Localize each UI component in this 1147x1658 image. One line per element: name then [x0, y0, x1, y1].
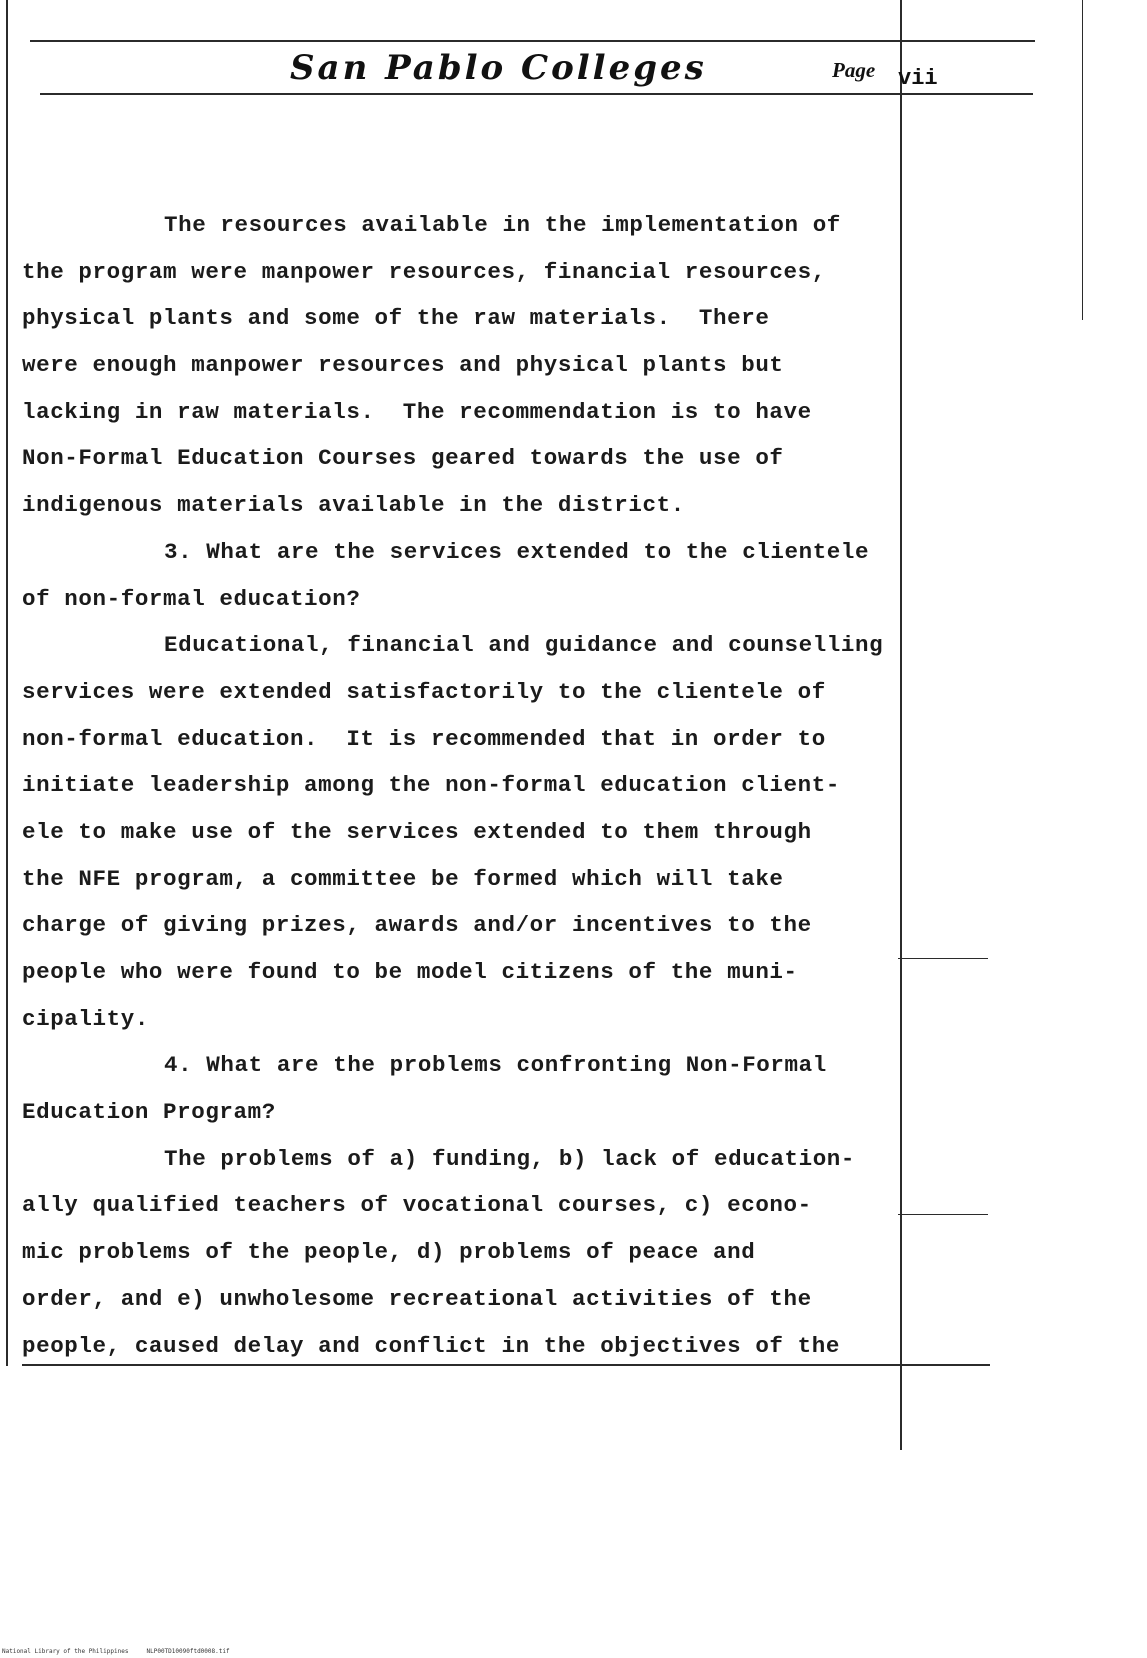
college-name: San Pablo Colleges: [290, 48, 707, 88]
text-line: ally qualified teachers of vocational courses, c) econo-: [22, 1192, 812, 1219]
page-label: Page: [832, 58, 876, 82]
text-line: Education Program?: [22, 1099, 276, 1126]
text-line: people who were found to be model citizens of the muni-: [22, 959, 798, 985]
page-header: [0, 44, 960, 94]
text-line: of non-formal education?: [22, 585, 361, 612]
page-number: vii: [898, 66, 938, 91]
text-line: mic problems of the people, d) problems of peace and: [22, 1239, 756, 1266]
text-line: non-formal education. It is recommended that in order to: [22, 725, 826, 752]
text-line: cipality.: [22, 1005, 149, 1032]
text-line: services were extended satisfactorily to the clientele of: [22, 678, 826, 705]
text-line: 3. What are the services extended to the clientele: [164, 538, 870, 565]
text-line: The resources available in the implementation of: [164, 212, 841, 238]
text-line: Educational, financial and guidance and counselling: [164, 632, 884, 659]
far-right-edge-line: [1082, 0, 1083, 320]
text-line: charge of giving prizes, awards and/or incentives to the: [22, 912, 812, 939]
top-rule: [30, 40, 1035, 42]
text-line: the NFE program, a committee be formed which will take: [22, 865, 784, 892]
text-line: were enough manpower resources and physical plants but: [22, 352, 784, 379]
text-line: initiate leadership among the non-formal education client-: [22, 772, 840, 799]
text-line: indigenous materials available in the district.: [22, 492, 685, 519]
scan-source-note: National Library of the Philippines NLP00TD10090ftd0008.tif: [2, 1648, 230, 1655]
text-line: physical plants and some of the raw materials. There: [22, 305, 770, 332]
text-line: Non-Formal Education Courses geared towards the use of: [22, 445, 784, 472]
left-margin-line: [6, 0, 8, 1366]
text-line: lacking in raw materials. The recommendation is to have: [22, 398, 812, 425]
text-line: order, and e) unwholesome recreational activities of the: [22, 1285, 812, 1312]
text-line: people, caused delay and conflict in the objectives of the: [22, 1332, 840, 1359]
body-text: [22, 202, 962, 1369]
text-line: ele to make use of the services extended to them through: [22, 818, 812, 845]
text-line: The problems of a) funding, b) lack of education-: [164, 1145, 856, 1172]
text-line: 4. What are the problems confronting Non-Formal: [164, 1052, 827, 1079]
text-line: the program were manpower resources, financial resources,: [22, 258, 826, 285]
